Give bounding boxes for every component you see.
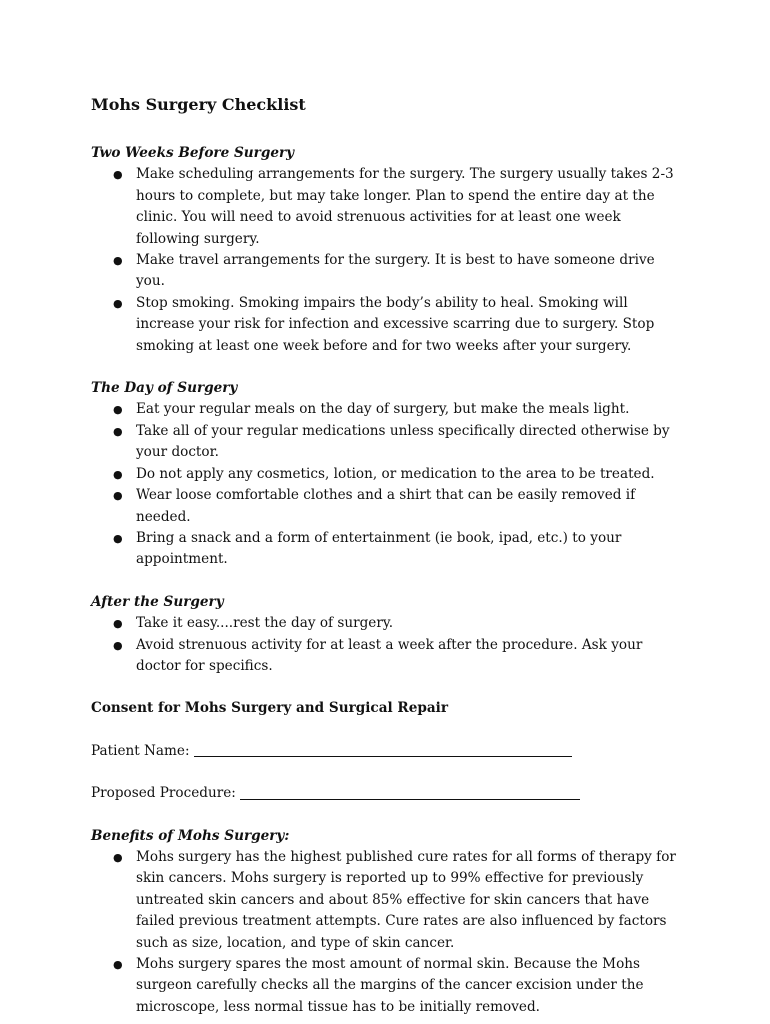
- list-item: ● Make travel arrangements for the surgery. It is best to have someone drive you.: [113, 252, 655, 290]
- checklist-after: [91, 613, 691, 677]
- bullet-icon: ●: [113, 531, 123, 545]
- list-item: ● Take it easy....rest the day of surgery.: [91, 613, 686, 634]
- section-heading-two-weeks: Two Weeks Before Surgery: [91, 145, 295, 161]
- bullet-icon: ●: [113, 403, 123, 417]
- patient-name-field: [91, 741, 691, 762]
- list-item: ● Eat your regular meals on the day of surgery, but make the meals light.: [91, 399, 686, 420]
- patient-name-input-line[interactable]: [194, 742, 572, 757]
- document-title: Mohs Surgery Checklist: [91, 95, 306, 114]
- list-item: ● Bring a snack and a form of entertainment (ie book, ipad, etc.) to your appointment.: [113, 529, 622, 568]
- consent-heading: Consent for Mohs Surgery and Surgical Repair: [91, 700, 448, 717]
- proposed-procedure-input-line[interactable]: [240, 785, 580, 800]
- list-item: ● Avoid strenuous activity for at least a week after the procedure. Ask your doctor for specifics.: [113, 636, 643, 674]
- benefits-heading: Benefits of Mohs Surgery:: [91, 827, 290, 844]
- section-heading-after: After the Surgery: [91, 593, 224, 610]
- document-page: [91, 94, 691, 1018]
- bullet-icon: ●: [113, 254, 123, 268]
- list-item: ● Mohs surgery has the highest published cure rates for all forms of therapy for skin cancers. Mohs surgery is reported up to 99% effective for previously untreated skin cancers and about 85% effective for skin cancers that have failed previous treatment attempts. Cure rates are also influenced by factors such as size, location, and type of skin cancer.: [113, 848, 676, 951]
- patient-name-label: Patient Name:: [91, 742, 190, 759]
- checklist-day-of: [91, 399, 691, 570]
- bullet-icon: ●: [113, 168, 123, 182]
- list-item: ● Take all of your regular medications unless specifically directed otherwise by your doctor.: [113, 422, 670, 461]
- bullet-icon: ●: [113, 617, 123, 631]
- bullet-icon: ●: [113, 489, 123, 503]
- benefits-list: [91, 847, 691, 1018]
- bullet-icon: ●: [113, 850, 123, 864]
- section-heading-day-of: The Day of Surgery: [91, 380, 238, 397]
- list-item: ● Make scheduling arrangements for the surgery. The surgery usually takes 2-3 hours to complete, but may take longer. Plan to spend the entire day at the clinic. You will need to avoid strenuous activities for at least one week following surgery.: [113, 166, 674, 247]
- list-item: ● Wear loose comfortable clothes and a shirt that can be easily removed if needed.: [113, 487, 636, 525]
- bullet-icon: ●: [113, 467, 123, 481]
- list-item: ● Do not apply any cosmetics, lotion, or medication to the area to be treated.: [91, 464, 686, 485]
- proposed-procedure-label: Proposed Procedure:: [91, 785, 236, 802]
- bullet-icon: ●: [113, 638, 123, 652]
- bullet-icon: ●: [113, 958, 123, 971]
- bullet-icon: ●: [113, 424, 123, 438]
- list-item: ● Mohs surgery spares the most amount of normal skin. Because the Mohs surgeon carefully checks all the margins of the cancer excision under the microscope, less normal tissue has to be initially removed.: [113, 956, 644, 1015]
- list-item: ● Stop smoking. Smoking impairs the body’s ability to heal. Smoking will increase your risk for infection and excessive scarring due to surgery. Stop smoking at least one week before and for two weeks after your surgery.: [113, 294, 655, 354]
- bullet-icon: ●: [113, 296, 123, 310]
- proposed-procedure-field: [91, 783, 691, 804]
- checklist-two-weeks: [91, 164, 691, 357]
